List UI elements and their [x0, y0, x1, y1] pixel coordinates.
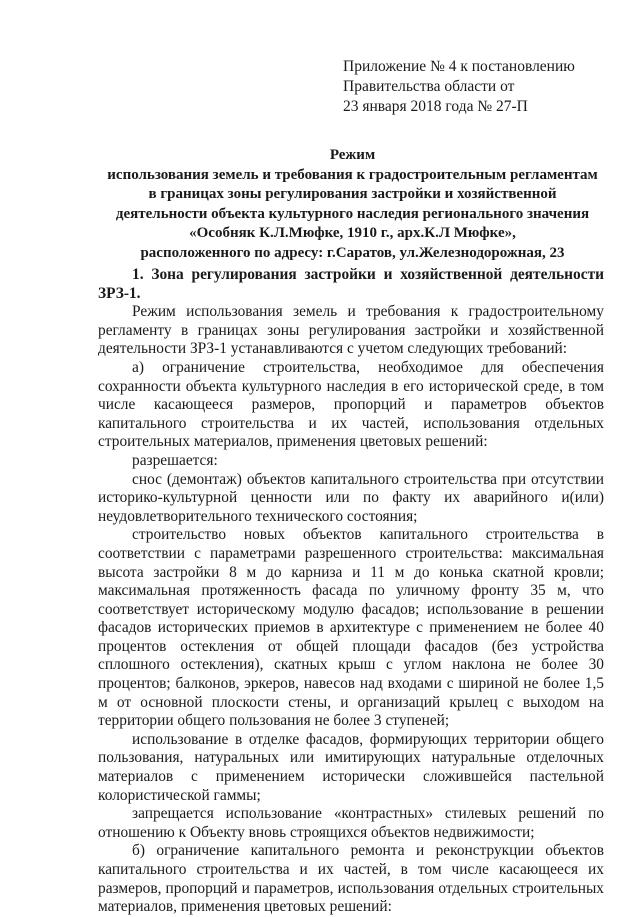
title-line-4: деятельности объекта культурного наследия регионального значения [115, 205, 590, 222]
paragraph-prohibited: запрещается использование «контрастных» стилевых решений по отношению к Объекту вновь строящихся объектов недвижимости; [98, 805, 604, 841]
section-heading: 1. Зона регулирования застройки и хозяйственной деятельности ЗРЗ-1. [98, 266, 604, 302]
title-line-2: использования земель и требования к градостроительным регламентам [107, 166, 598, 183]
appendix-reference [343, 57, 575, 117]
paragraph-demolition: снос (демонтаж) объектов капитального строительства при отсутствии историко-культурной ценности или по факту их аварийного и(или) неудовлетворительного технического состояния; [98, 470, 604, 525]
title-line-3: в границах зоны регулирования застройки и хозяйственной [148, 186, 557, 203]
paragraph-item-a: а) ограничение строительства, необходимое для обеспечения сохранности объекта культурного наследия в его исторической среде, в том числе касающееся размеров, пропорций и параметров объектов капитального строительства и их частей, использования отдельных строительных материалов, применения цветовых решений: [98, 358, 604, 451]
document-body [98, 266, 604, 917]
paragraph-allowed: разрешается: [132, 451, 218, 469]
title-line-1: Режим [329, 147, 376, 163]
paragraph-intro: Режим использования земель и требования к градостроительному регламенту в границах зоны регулирования застройки и хозяйственной деятельности ЗРЗ-1 устанавливаются с учетом следующих требований: [98, 303, 604, 358]
title-line-6: расположенного по адресу: г.Саратов, ул.Железнодорожная, 23 [140, 244, 565, 261]
paragraph-finishing: использование в отделке фасадов, формирующих территории общего пользования, натуральных или имитирующих натуральные отделочных материалов с применением исторически сложившейся пастельной колористической гаммы; [98, 730, 604, 804]
document-title [95, 146, 610, 264]
appendix-line-1: Приложение № 4 к постановлению [343, 58, 575, 75]
appendix-line-2: Правительства области от [343, 78, 515, 95]
paragraph-item-b: б) ограничение капитального ремонта и реконструкции объектов капитального строительства и их частей, в том числе касающееся их размеров, пропорций и параметров, использования отдельных строительных материалов, применения цветовых решений: [98, 842, 604, 916]
paragraph-construction: строительство новых объектов капитального строительства в соответствии с параметрами разрешенного строительства: максимальная высота застройки 8 м до карниза и 11 м до конька скатной кровли; максимальная протяженность фасада по уличному фронту 35 м, что соответствует историческому модулю фасадов; использование в решении фасадов исторических приемов в архитектуре с применением не более 40 процентов остекления от общей площади фасадов (без устройства сплошного остекления), скатных крыш с углом наклона не более 30 процентов; балконов, эркеров, навесов над входами с шириной не более 1,5 м от основной плоскости стены, и организаций крылец с выходом на территории общего пользования не более 3 ступеней; [98, 526, 604, 730]
title-line-5: «Особняк К.Л.Мюфке, 1910 г., арх.К.Л Мюфке», [189, 225, 516, 242]
appendix-line-3: 23 января 2018 года № 27-П [343, 98, 528, 115]
